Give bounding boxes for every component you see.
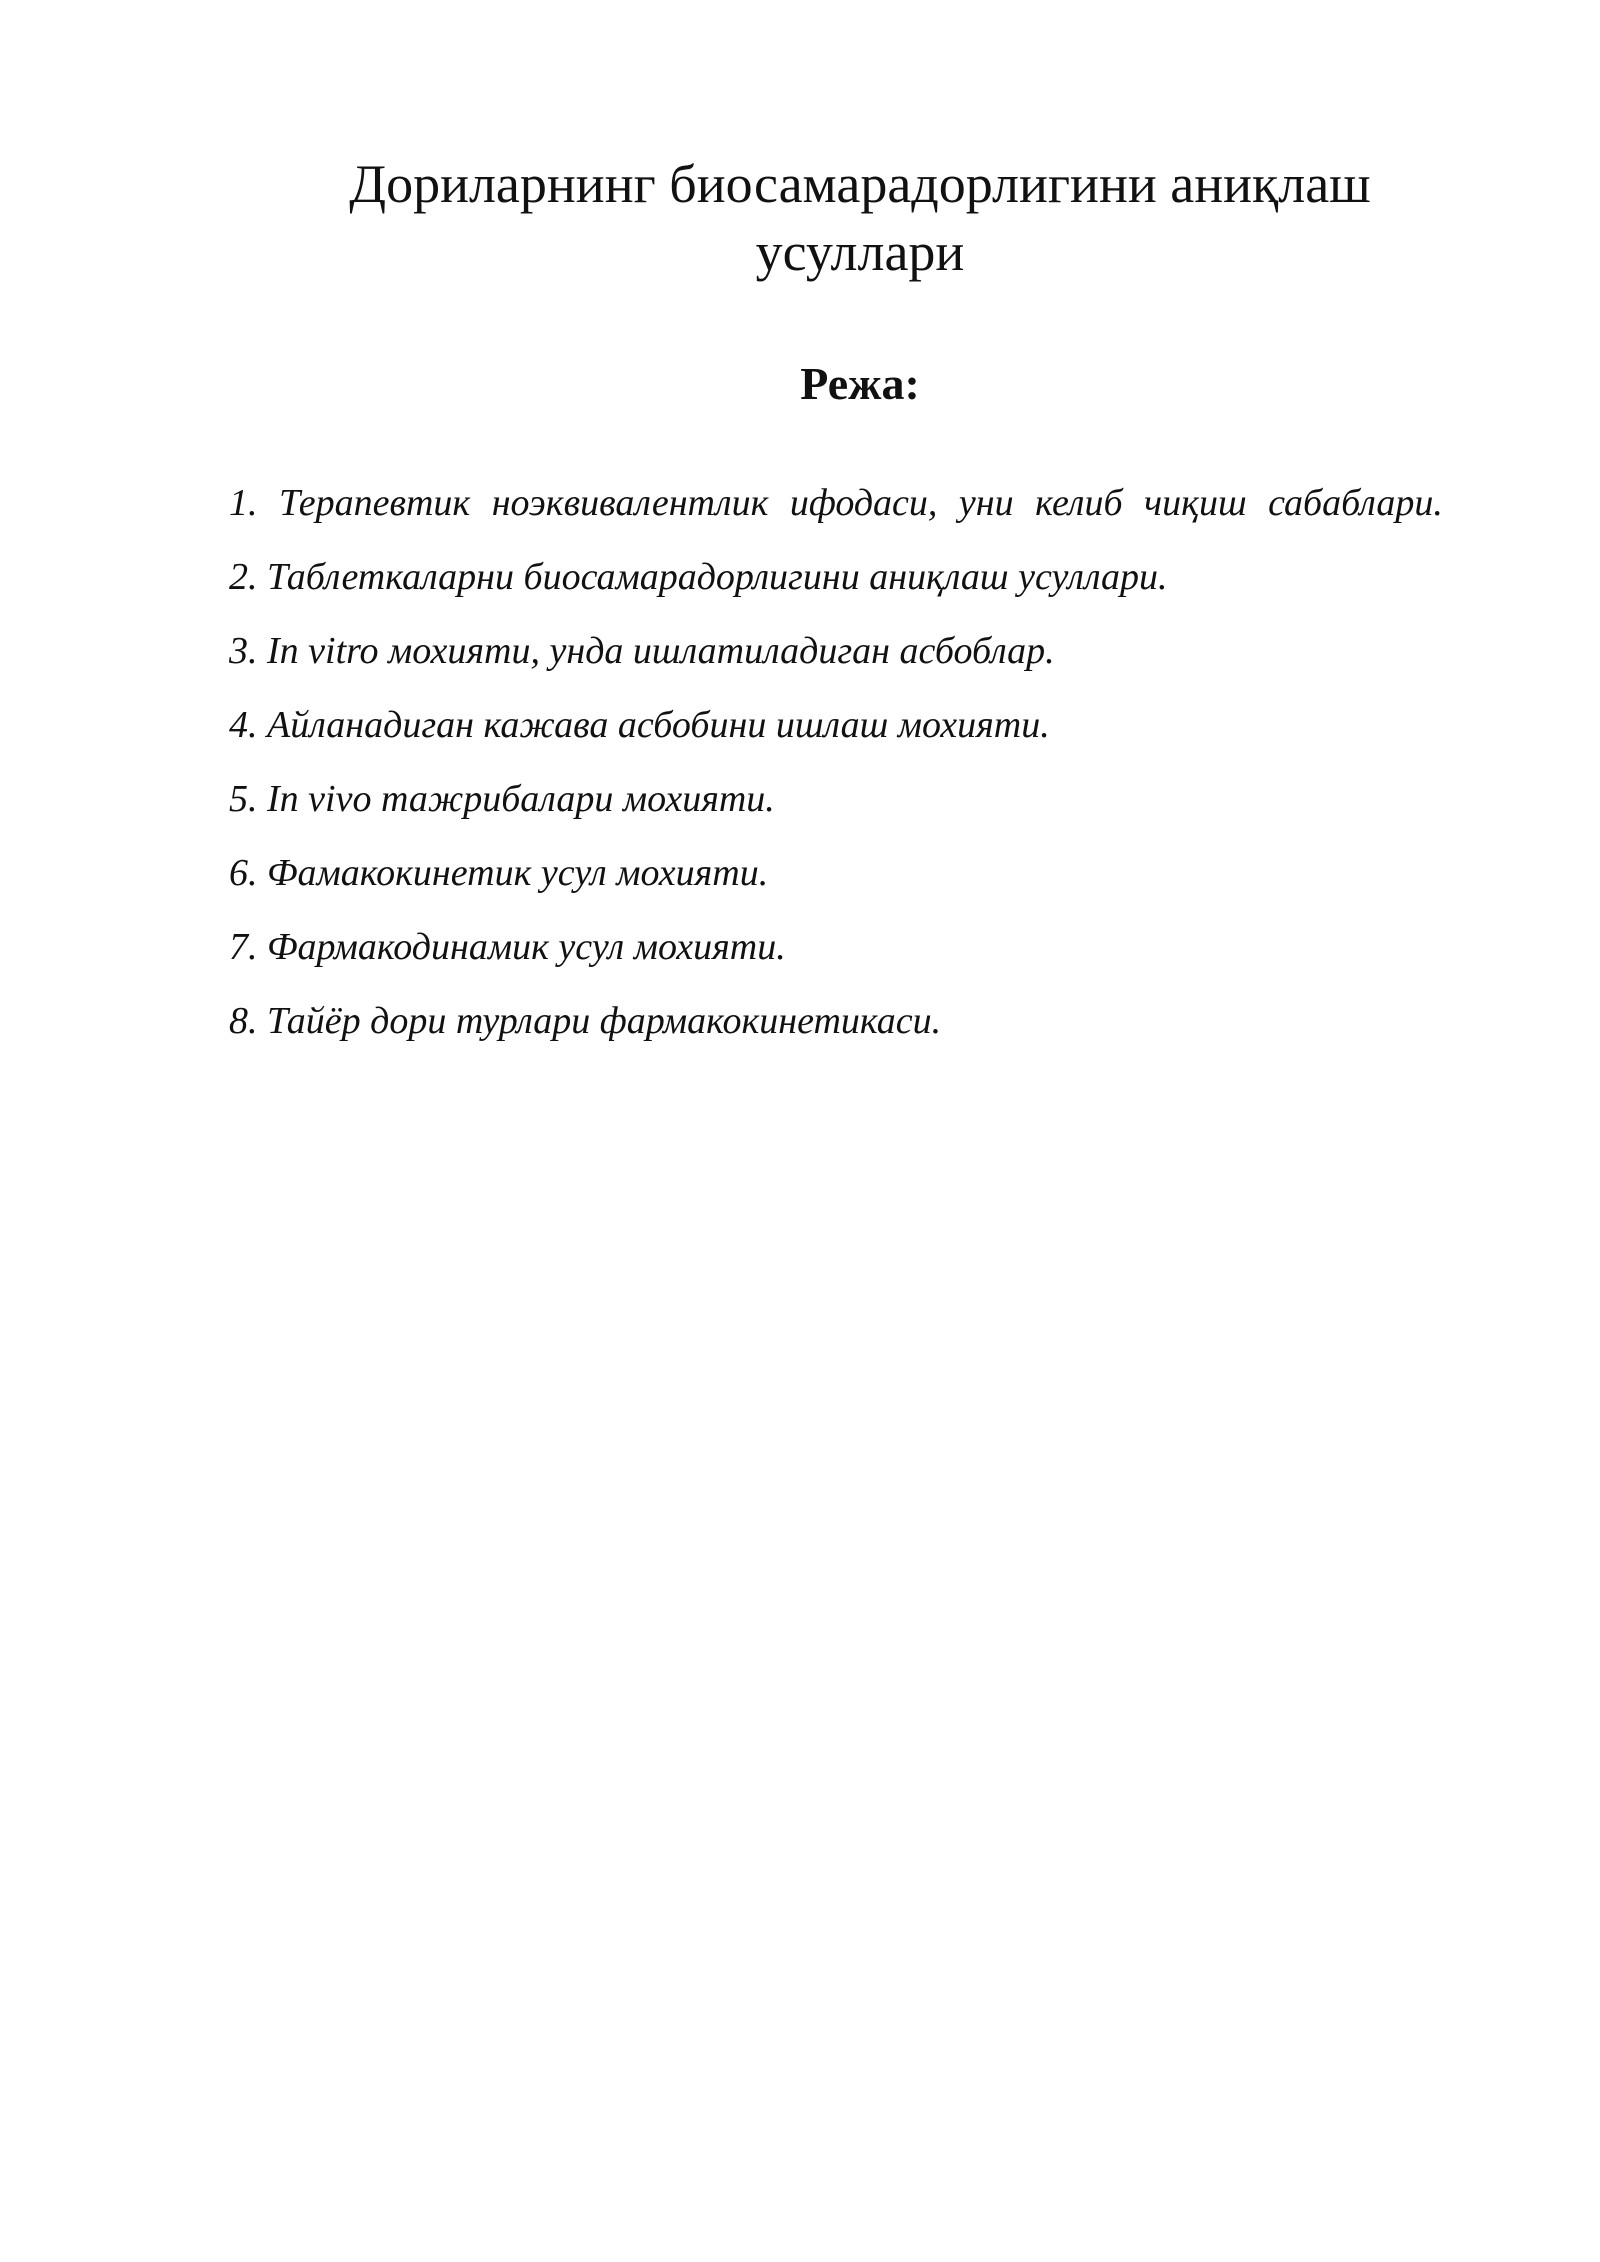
plan-list <box>229 466 1487 1058</box>
plan-item-8: 8. Тайёр дори турлари фармакокинетикаси. <box>229 1000 942 1042</box>
plan-item-6: 6. Фамакокинетик усул мохияти. <box>229 852 769 894</box>
plan-item-1: 1. Терапевтик ноэквивалентлик ифодаси, уни келиб чиқиш сабаблари. <box>229 482 1443 524</box>
plan-item-3: 3. In vitro мохияти, унда ишлатиладиган асбоблар. <box>229 630 1055 672</box>
plan-item-7: 7. Фармакодинамик усул мохияти. <box>229 926 786 968</box>
plan-item-5: 5. In vivo тажрибалари мохияти. <box>229 778 775 820</box>
plan-item-4: 4. Айланадиган кажава асбобини ишлаш мохияти. <box>229 704 1050 746</box>
document-title: Дориларнинг биосамарадорлигини аниқлаш усуллари <box>349 154 1371 282</box>
plan-heading: Режа: <box>800 358 920 409</box>
plan-item-2: 2. Таблеткаларни биосамарадорлигини аниқлаш усуллари. <box>229 556 1168 598</box>
